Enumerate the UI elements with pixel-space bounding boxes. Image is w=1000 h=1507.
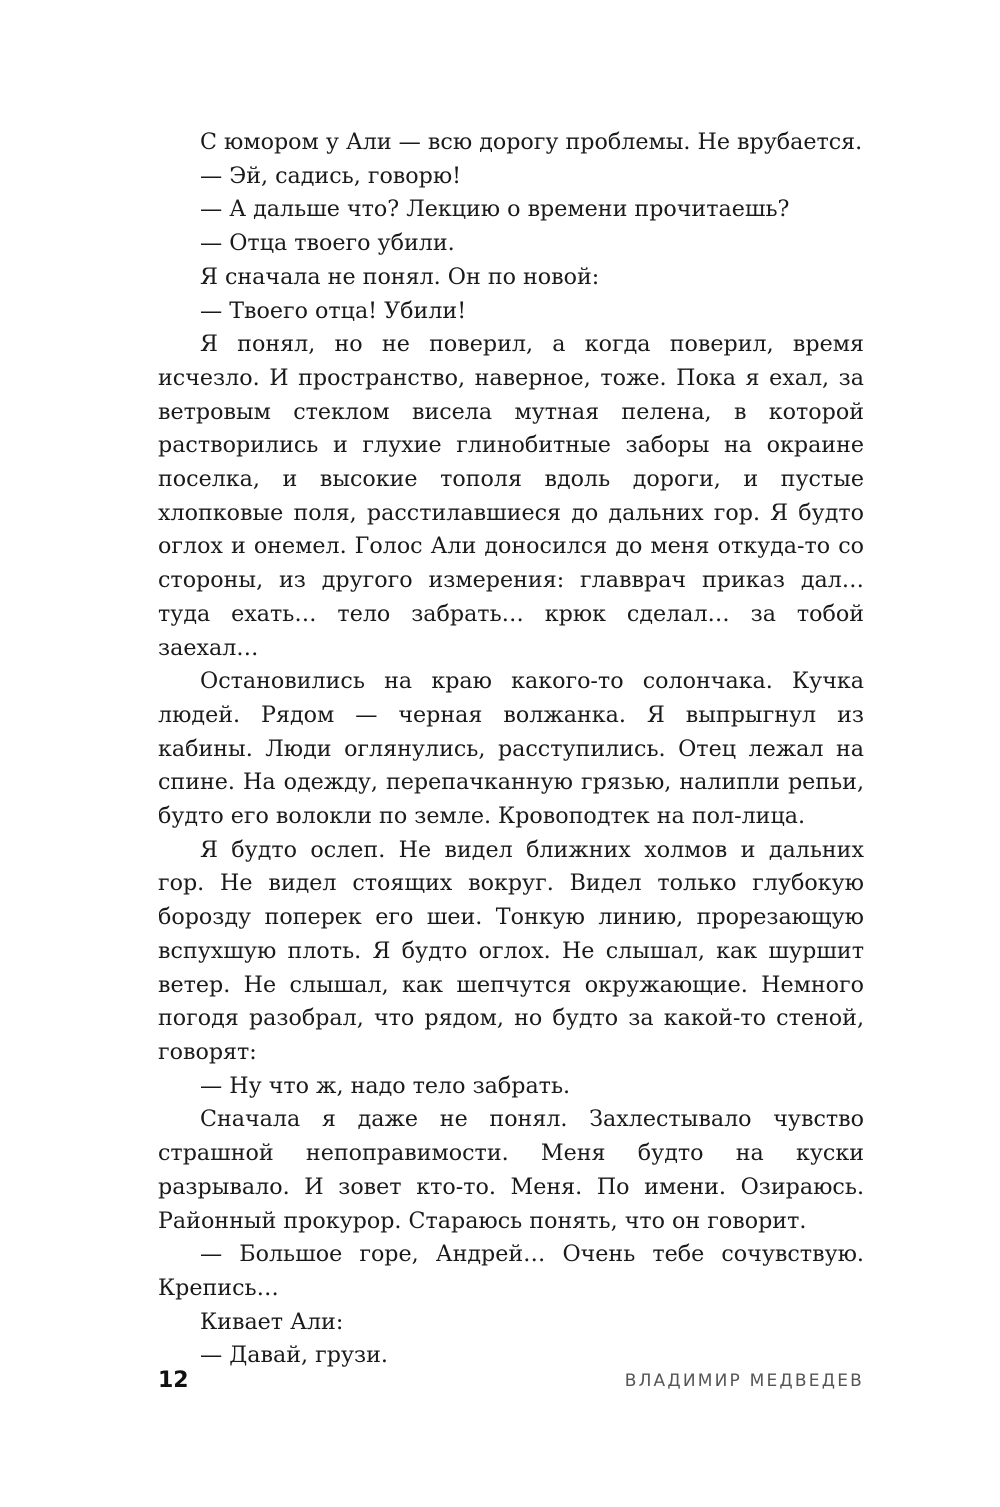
paragraph: — Эй, садись, говорю! (200, 162, 462, 189)
paragraph: — Отца твоего убили. (200, 230, 455, 257)
paragraph: Я понял, но не поверил, а когда поверил, время исчезло. И пространство, наверное, тоже. Пока я ехал, за ветровым стеклом висела мутная пелена, в которой растворились и глухие глинобитные заборы на окраине поселка, и высокие тополя вдоль дороги, и пустые хлопковые поля, расстилавшиеся до дальних гор. Я будто оглох и онемел. Голос Али доносился до меня откуда-то со стороны, из другого измерения: главврач приказ дал… туда ехать… тело забрать… крюк сделал… за тобой заехал… (158, 331, 864, 661)
paragraph: С юмором у Али — всю дорогу проблемы. Не врубается. (200, 129, 863, 155)
paragraph: Остановились на краю какого-то солончака. Кучка людей. Рядом — черная волжанка. Я выпрыгнул из кабины. Люди оглянулись, расступились. Отец лежал на спине. На одежду, перепачканную грязью, налипли репьи, будто его волокли по земле. Кровоподтек на пол-лица. (158, 668, 864, 830)
paragraph: Сначала я даже не понял. Захлестывало чувство страшной непоправимости. Меня будто на куски разрывало. И зовет кто-то. Меня. По имени. Озираюсь. Районный прокурор. Стараюсь понять, что он говорит. (158, 1106, 864, 1234)
paragraph: Я будто ослеп. Не видел ближних холмов и дальних гор. Не видел стоящих вокруг. Видел только глубокую борозду поперек его шеи. Тонкую линию, прорезающую вспухшую плоть. Я будто оглох. Не слышал, как шуршит ветер. Не слышал, как шепчутся окружающие. Немного погодя разобрал, что рядом, но будто за какой-то стеной, говорят: (158, 836, 864, 1065)
page-number: 12 (158, 1368, 189, 1393)
paragraph: — Твоего отца! Убили! (200, 297, 467, 324)
paragraph: — Давай, грузи. (200, 1342, 388, 1369)
paragraph: Я сначала не понял. Он по новой: (200, 263, 600, 290)
paragraph: — Большое горе, Андрей… Очень тебе сочувствую. Крепись… (158, 1241, 864, 1301)
running-head-author: ВЛАДИМИР МЕДВЕДЕВ (624, 1371, 864, 1391)
paragraph: Кивает Али: (200, 1308, 344, 1335)
body-text (158, 126, 864, 1373)
paragraph: — А дальше что? Лекцию о времени прочитаешь? (200, 196, 790, 223)
paragraph: — Ну что ж, надо тело забрать. (200, 1072, 571, 1099)
page-footer (158, 1364, 864, 1398)
